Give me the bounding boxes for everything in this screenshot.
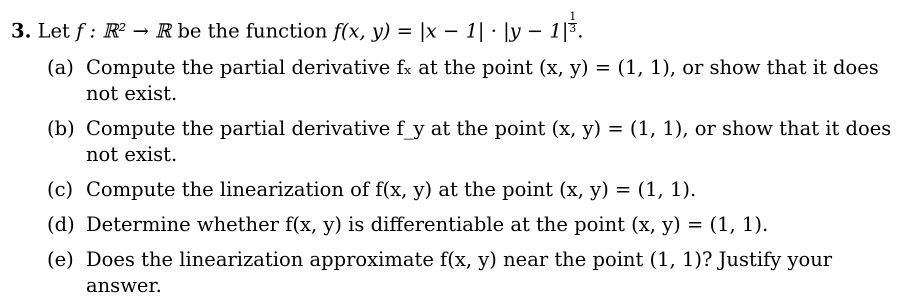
part-label: (c) xyxy=(47,178,74,202)
function-definition: f(x, y) = |x − 1| · |y − 1| xyxy=(333,19,569,43)
part-text: Compute the partial derivative f_y at the point (x, y) = (1, 1), or show that it does not exist. xyxy=(86,117,892,167)
part-label: (a) xyxy=(47,56,74,80)
exponent-fraction xyxy=(568,12,577,34)
part-a xyxy=(47,55,901,107)
part-e xyxy=(47,247,901,299)
intro-text: Let xyxy=(37,19,70,43)
problem-number: 3. xyxy=(11,19,32,43)
problem-3 xyxy=(11,12,901,308)
part-label: (e) xyxy=(47,248,74,272)
intro-end: . xyxy=(577,19,584,43)
part-label: (d) xyxy=(47,213,75,237)
intro-mid-text: be the function xyxy=(177,19,328,43)
part-d xyxy=(47,212,901,238)
problem-statement xyxy=(11,12,901,41)
part-text: Determine whether f(x, y) is differentiable at the point (x, y) = (1, 1). xyxy=(86,213,769,237)
part-text: Does the linearization approximate f(x, y) near the point (1, 1)? Justify your answer. xyxy=(86,248,833,298)
part-b xyxy=(47,116,901,168)
part-label: (b) xyxy=(47,117,75,141)
part-text: Compute the partial derivative fₓ at the point (x, y) = (1, 1), or show that it does not exist. xyxy=(86,56,879,106)
parts-list xyxy=(11,55,901,299)
function-signature: f : ℝ² → ℝ xyxy=(76,19,172,43)
part-c xyxy=(47,177,901,203)
part-text: Compute the linearization of f(x, y) at the point (x, y) = (1, 1). xyxy=(86,178,697,202)
exponent-numerator: 1 xyxy=(569,10,577,23)
exponent-denominator: 3 xyxy=(569,21,577,35)
